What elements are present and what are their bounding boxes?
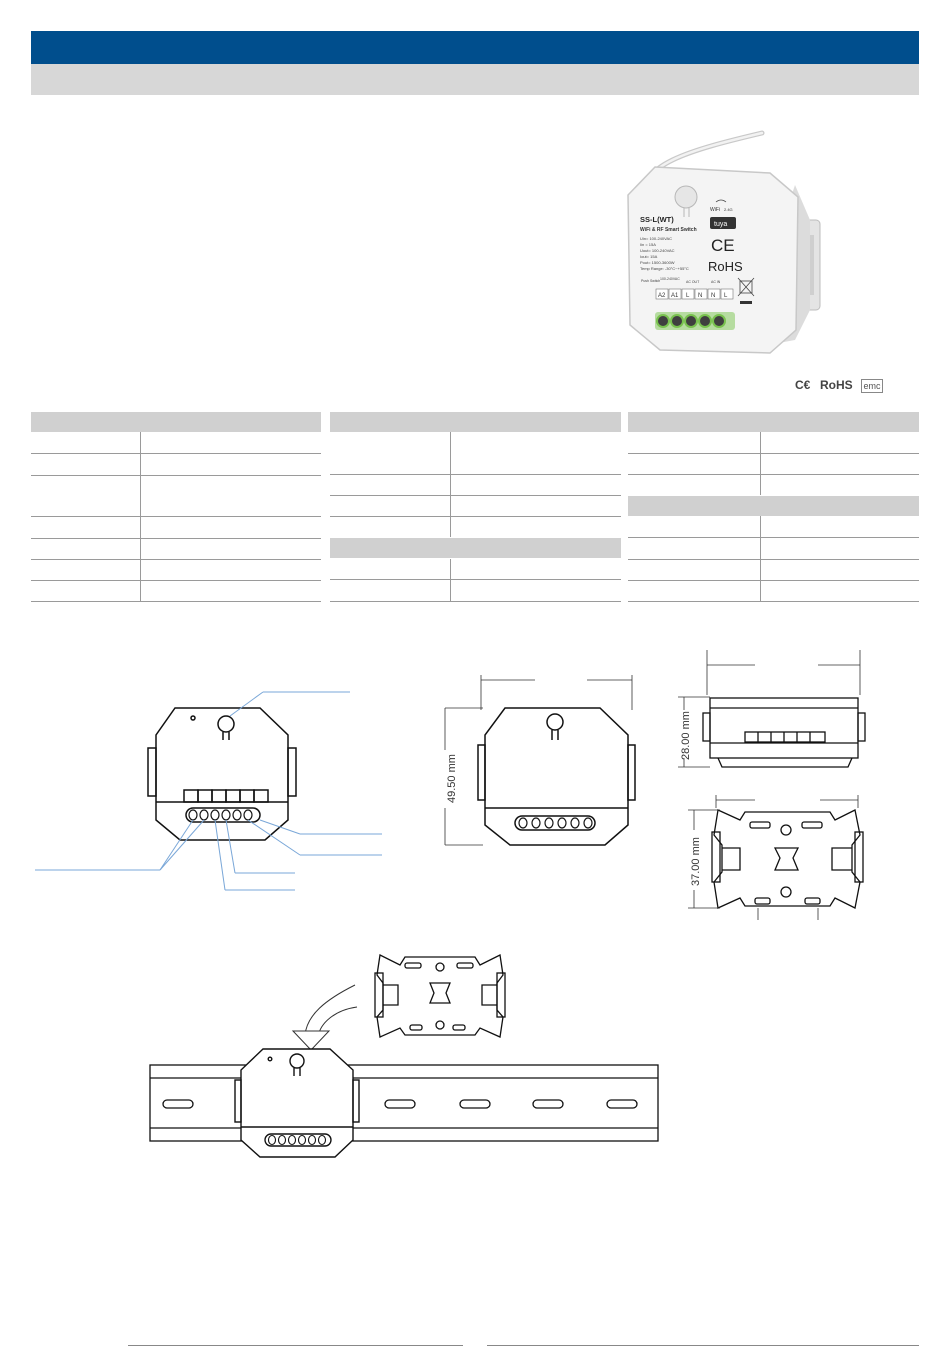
svg-text:N: N [698, 293, 703, 299]
product-image [600, 125, 830, 360]
table-header [31, 412, 321, 432]
footer-divider [487, 1345, 919, 1346]
clip-height-dimension: 37.00 mm [690, 837, 702, 886]
table-row [31, 560, 321, 581]
table-header [330, 538, 621, 558]
table-row [628, 538, 919, 560]
label-ce: CE [711, 236, 735, 255]
label-spec: Iout= 15A [640, 254, 658, 259]
svg-text:tuya: tuya [714, 221, 728, 228]
label-spec: Pout= 1500-3600W [640, 260, 675, 265]
table-header [628, 496, 919, 516]
table-row [330, 475, 621, 496]
svg-text:L: L [724, 293, 728, 299]
table-header [628, 412, 919, 432]
din-rail-mounting-drawing [145, 945, 665, 1165]
svg-text:AC OUT: AC OUT [686, 280, 700, 284]
device-on-rail [235, 1049, 359, 1157]
terminal-callout-diagram [30, 680, 390, 900]
height-dimension: 49.50 mm [446, 754, 458, 803]
svg-text:A1: A1 [671, 293, 679, 299]
table-row [330, 580, 621, 602]
svg-text:L: L [686, 293, 690, 299]
table-row [31, 517, 321, 539]
svg-text:A2: A2 [658, 293, 666, 299]
label-spec: Temp Range: -30°C~+55°C [640, 266, 689, 271]
front-dimension-drawing [435, 670, 645, 850]
table-header [330, 412, 621, 432]
label-wifi: WiFi [710, 207, 720, 213]
svg-text:100-240VAC: 100-240VAC [660, 277, 680, 281]
label-name: WiFi & RF Smart Switch [640, 227, 697, 233]
table-row [330, 496, 621, 517]
table-row [330, 559, 621, 580]
table-row [31, 581, 321, 602]
label-band: 2.4G [724, 207, 733, 212]
mounting-arrow-icon [293, 985, 357, 1050]
depth-dimension: 28.00 mm [680, 711, 692, 760]
table-row [628, 581, 919, 602]
din-rail [150, 1065, 658, 1141]
table-row [628, 432, 919, 454]
svg-text:N: N [711, 293, 716, 299]
rohs-mark: RoHS [820, 378, 853, 392]
table-row [628, 516, 919, 538]
emc-mark: emc [861, 379, 883, 393]
table-row [31, 432, 321, 454]
table-row [628, 560, 919, 581]
mounting-clip [375, 955, 505, 1037]
table-row [628, 454, 919, 475]
table-row [330, 517, 621, 537]
svg-text:Push Switch: Push Switch [641, 279, 661, 283]
clip-dimension-drawing [680, 790, 870, 925]
label-model: SS-L(WT) [640, 215, 674, 224]
label-spec: Uout= 100-240VAC [640, 248, 675, 253]
table-row [330, 432, 621, 475]
header-bar [31, 31, 919, 64]
label-rohs: RoHS [708, 259, 743, 274]
table-row [31, 539, 321, 560]
table-row [31, 476, 321, 517]
svg-text:AC IN: AC IN [711, 280, 721, 284]
label-spec: Uin= 100-240VAC [640, 236, 673, 241]
side-dimension-drawing [670, 645, 870, 780]
label-spec: Iin = 15A [640, 242, 656, 247]
subheader-bar [31, 64, 919, 95]
table-row [31, 454, 321, 476]
footer-divider [128, 1345, 463, 1346]
table-row [628, 475, 919, 495]
ce-mark: C€ [795, 378, 811, 392]
